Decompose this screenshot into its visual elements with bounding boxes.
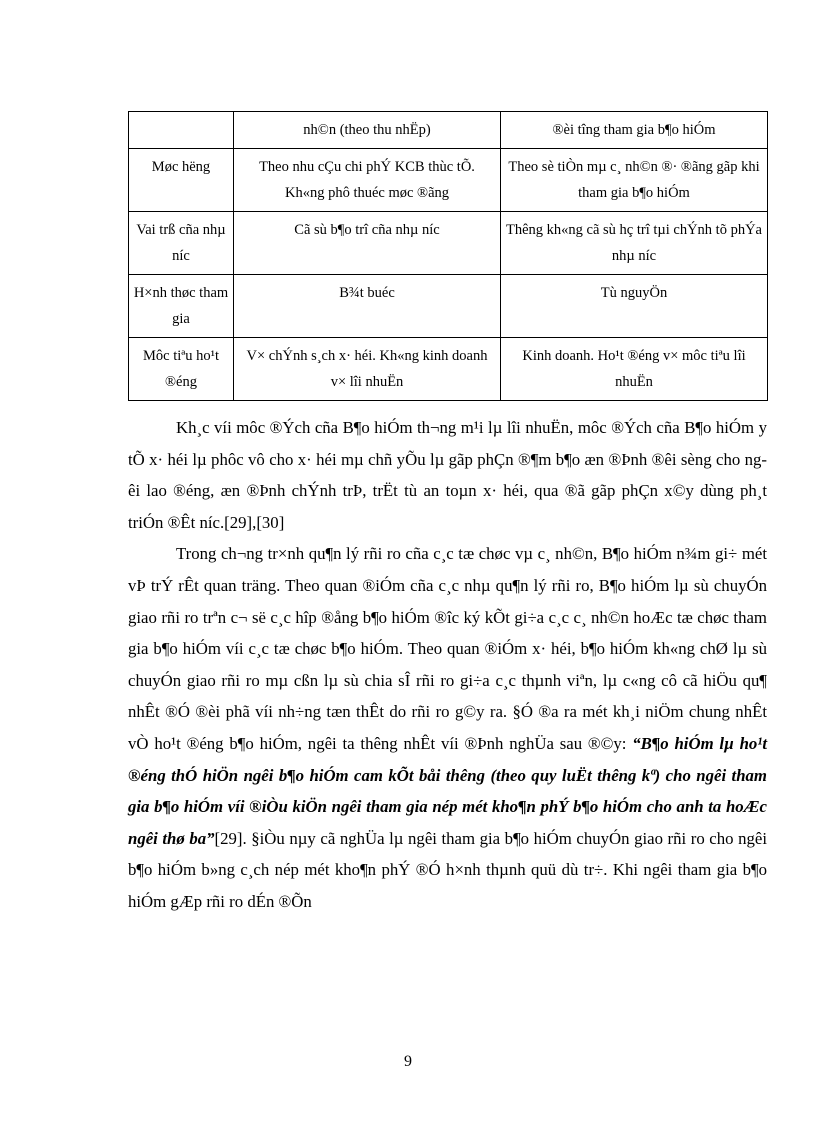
table-row-header: H×nh thøc tham gia [129,275,234,338]
table-cell: nh©n (theo thu nhËp) [234,112,501,149]
table-cell: Theo nhu cÇu chi phÝ KCB thùc tÕ. Kh«ng phô thuéc møc ®ãng [234,149,501,212]
table-cell: ®èi tîng tham gia b¶o hiÓm [501,112,768,149]
table-cell: V× chÝnh s¸ch x· héi. Kh«ng kinh doanh v× lîi nhuËn [234,338,501,401]
paragraph [128,538,767,917]
body-text [128,412,767,918]
table-cell: Kinh doanh. Ho¹t ®éng v× môc tiªu lîi nhuËn [501,338,768,401]
table-cell: Thêng kh«ng cã sù hç trî tµi chÝnh tõ phÝa nhµ níc [501,212,768,275]
paragraph-text: Trong ch¬ng tr×nh qu¶n lý rñi ro cña c¸c tæ chøc vµ c¸ nh©n, B¶o hiÓm n¾m gi÷ mét vÞ trÝ rÊt quan träng. Theo quan ®iÓm cña c¸c nhµ qu¶n lý rñi ro, B¶o hiÓm lµ sù chuyÓn giao rñi ro trªn c¬ së c¸c hîp ®ång b¶o hiÓm ®îc ký kÕt gi÷a c¸c c¸ nh©n hoÆc tæ chøc tham gia b¶o hiÓm víi c¸c tæ chøc b¶o hiÓm. Theo quan ®iÓm x· héi, b¶o hiÓm kh«ng chØ lµ sù chuyÓn giao rñi ro mµ cßn lµ sù chia sÎ rñi ro gi÷a c¸c thµnh viªn, lµ c«ng cô cã hiÖu qu¶ nhÊt ®Ó ®èi phã víi nh÷ng tæn thÊt do rñi ro g©y ra. §Ó ®a ra mét kh¸i niÖm chung nhÊt vÒ ho¹t ®éng b¶o hiÓm, ngêi ta thêng nhÊt víi ®Þnh nghÜa sau ®©y: [128,544,767,753]
table-cell [129,112,234,149]
page-number: 9 [404,1053,412,1070]
table-cell: Tù nguyÖn [501,275,768,338]
table-row-header: Vai trß cña nhµ níc [129,212,234,275]
paragraph-text: [29]. §iÒu nµy cã nghÜa lµ ngêi tham gia b¶o hiÓm chuyÓn giao rñi ro cho ngêi b¶o hiÓm b»ng c¸ch nép mét kho¶n phÝ ®Ó h×nh thµnh quü dù tr÷. Khi ngêi tham gia b¶o hiÓm gÆp rñi ro dÉn ®Õn [128,828,767,911]
table-row [129,112,768,149]
table-row-header: Møc hëng [129,149,234,212]
table-row-header: Môc tiªu ho¹t ®éng [129,338,234,401]
table-cell: B¾t buéc [234,275,501,338]
table-cell: Theo sè tiÒn mµ c¸ nh©n ®· ®ãng gãp khi tham gia b¶o hiÓm [501,149,768,212]
table-row [129,212,768,275]
table-row [129,275,768,338]
table-row [129,338,768,401]
comparison-table [128,111,768,401]
paragraph: Kh¸c víi môc ®Ých cña B¶o hiÓm th¬ng m¹i lµ lîi nhuËn, môc ®Ých cña B¶o hiÓm y tÕ x· héi lµ phôc vô cho x· héi mµ chñ yÕu lµ gãp phÇn ®¶m b¶o æn ®Þnh ®êi sèng cho ngêi lao ®éng, æn ®Þnh chÝnh trÞ, trËt tù an toµn x· héi, qua ®ã gãp phÇn x©y dùng ph¸t triÓn ®Êt níc.[29],[30] [128,418,767,532]
definition-quote: “B¶o hiÓm lµ ho¹t ®éng thÓ hiÖn ngêi b¶o hiÓm cam kÕt båi thêng (theo quy luËt thêng kª) cho ngêi tham gia b¶o hiÓm víi ®iÒu kiÖn ngêi tham gia nép mét kho¶n phÝ b¶o hiÓm cho anh ta hoÆc ngêi thø ba” [128,733,767,848]
table-row [129,149,768,212]
table-cell: Cã sù b¶o trî cña nhµ níc [234,212,501,275]
